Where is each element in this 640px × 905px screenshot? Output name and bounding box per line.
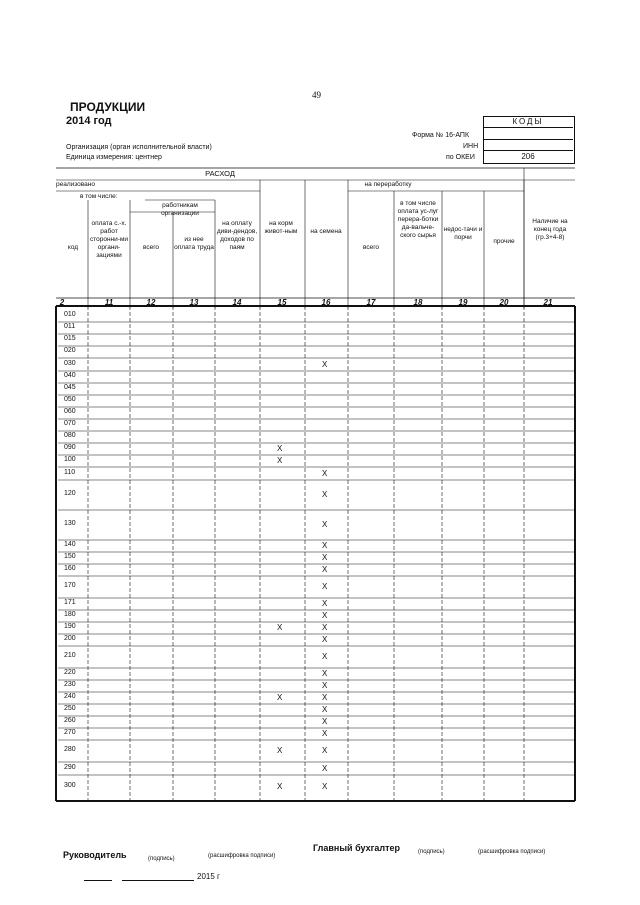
- inn-label: ИНН: [463, 143, 479, 150]
- column-number: 20: [499, 298, 509, 307]
- cross-mark: X: [322, 553, 328, 562]
- cross-mark: X: [322, 635, 328, 644]
- footer-year: 2015 г: [197, 872, 220, 881]
- cross-mark: X: [322, 693, 328, 702]
- row-code: 280: [64, 746, 76, 753]
- cross-mark: X: [322, 359, 328, 369]
- cross-mark: X: [322, 782, 328, 791]
- column-number: 12: [146, 298, 156, 307]
- head-decode-caption: (расшифровка подписи): [208, 853, 276, 859]
- column-number: 18: [413, 298, 423, 307]
- cross-mark: X: [322, 746, 328, 755]
- cross-mark: X: [277, 782, 283, 791]
- row-code: 040: [64, 372, 76, 379]
- cross-mark: X: [322, 520, 328, 529]
- row-code: 030: [64, 359, 76, 367]
- header-col18: в том числе оплата ус-луг перера-ботки да-вальче-ского сырья: [397, 200, 439, 239]
- row-code: 130: [64, 520, 76, 527]
- head-sign-caption: (подпись): [148, 856, 175, 862]
- page-number: 49: [312, 90, 321, 100]
- organization-label: Организация (орган исполнительной власти): [66, 144, 212, 151]
- header-kod: код: [67, 244, 79, 251]
- header-col12: всего: [142, 244, 160, 251]
- row-code: 090: [64, 444, 76, 451]
- cross-mark: X: [322, 468, 328, 478]
- cross-mark: X: [322, 681, 328, 690]
- codes-header: КОДЫ: [483, 116, 573, 128]
- row-code: 180: [64, 611, 76, 618]
- acc-sign-caption: (подпись): [418, 849, 445, 855]
- column-number: 16: [321, 298, 331, 307]
- column-number: 19: [458, 298, 468, 307]
- header-col13: из нее оплата труда: [174, 236, 214, 251]
- header-rashod: РАСХОД: [205, 169, 235, 178]
- row-code: 240: [64, 693, 76, 700]
- row-code: 260: [64, 717, 76, 724]
- header-col14: на оплату диви-дендов, доходов по паям: [216, 220, 258, 251]
- page-subtitle-year: 2014 год: [66, 115, 112, 127]
- accountant-label: Главный бухгалтер: [313, 843, 401, 853]
- row-code: 190: [64, 623, 76, 630]
- header-realizovano: реализовано: [56, 181, 95, 188]
- head-label: Руководитель: [63, 850, 127, 860]
- cross-mark: X: [322, 565, 328, 574]
- header-col16: на семена: [310, 228, 342, 235]
- row-code: 010: [64, 311, 76, 318]
- row-code: 045: [64, 384, 76, 391]
- okei-value: 206: [521, 152, 535, 161]
- cross-mark: X: [322, 582, 328, 591]
- column-number: 2: [59, 298, 65, 307]
- column-number: 14: [232, 298, 242, 307]
- row-code: 020: [64, 347, 76, 354]
- row-code: 060: [64, 408, 76, 415]
- row-code: 171: [64, 599, 76, 606]
- row-code: 015: [64, 335, 76, 342]
- row-code: 011: [64, 323, 76, 330]
- row-code: 070: [64, 420, 76, 427]
- cross-mark: X: [322, 705, 328, 714]
- row-code: 150: [64, 553, 76, 560]
- header-col21: Наличие на конец года (гр.3+4-8): [532, 218, 568, 241]
- cross-mark: X: [322, 599, 328, 608]
- form-number-label: Форма № 16-АПК: [412, 132, 470, 139]
- column-number: 17: [366, 298, 376, 307]
- row-code: 170: [64, 582, 76, 589]
- cross-mark: X: [322, 717, 328, 726]
- okei-label: по ОКЕИ: [446, 154, 475, 161]
- header-col20: прочие: [493, 238, 515, 245]
- row-code: 110: [64, 468, 76, 476]
- cross-mark: X: [322, 490, 328, 499]
- row-code: 220: [64, 669, 76, 676]
- cross-mark: X: [277, 444, 283, 453]
- cross-mark: X: [277, 746, 283, 755]
- header-col11: оплата с.-х. работ сторонни-ми органи-зациями: [89, 220, 129, 259]
- row-code: 250: [64, 705, 76, 712]
- cross-mark: X: [277, 693, 283, 702]
- row-code: 210: [64, 652, 76, 659]
- row-code: 120: [64, 490, 76, 497]
- row-code: 270: [64, 729, 76, 736]
- cross-mark: X: [322, 623, 328, 632]
- page-title: ПРОДУКЦИИ: [70, 100, 146, 114]
- cross-mark: X: [322, 763, 328, 773]
- row-code: 290: [64, 763, 76, 771]
- row-code: 140: [64, 541, 76, 548]
- row-code: 160: [64, 565, 76, 572]
- cross-mark: X: [277, 623, 283, 632]
- header-col15: на корм живот-ным: [264, 220, 298, 235]
- header-na-pererabotku: на переработку: [364, 181, 412, 188]
- row-code: 300: [64, 782, 76, 789]
- header-rabotnikam: работникам организации: [161, 202, 199, 217]
- cross-mark: X: [322, 652, 328, 661]
- cross-mark: X: [322, 611, 328, 620]
- row-code: 100: [64, 456, 76, 463]
- cross-mark: X: [277, 456, 283, 465]
- header-v-tom-chisle: в том числе:: [80, 193, 118, 200]
- column-number: 13: [189, 298, 199, 307]
- row-code: 050: [64, 396, 76, 403]
- unit-label: Единица измерения: центнер: [66, 154, 162, 161]
- date-day-line[interactable]: [84, 880, 112, 881]
- column-number: 15: [277, 298, 287, 307]
- acc-decode-caption: (расшифровка подписи): [478, 849, 546, 855]
- date-month-line[interactable]: [122, 880, 194, 881]
- header-col17: всего: [362, 244, 380, 251]
- header-col19: недос-тачи и порчи: [443, 226, 483, 241]
- column-number: 21: [543, 298, 553, 307]
- column-number: 11: [104, 298, 114, 307]
- row-code: 230: [64, 681, 76, 688]
- cross-mark: X: [322, 541, 328, 550]
- row-code: 200: [64, 635, 76, 642]
- cross-mark: X: [322, 729, 328, 738]
- row-code: 080: [64, 432, 76, 439]
- cross-mark: X: [322, 669, 328, 678]
